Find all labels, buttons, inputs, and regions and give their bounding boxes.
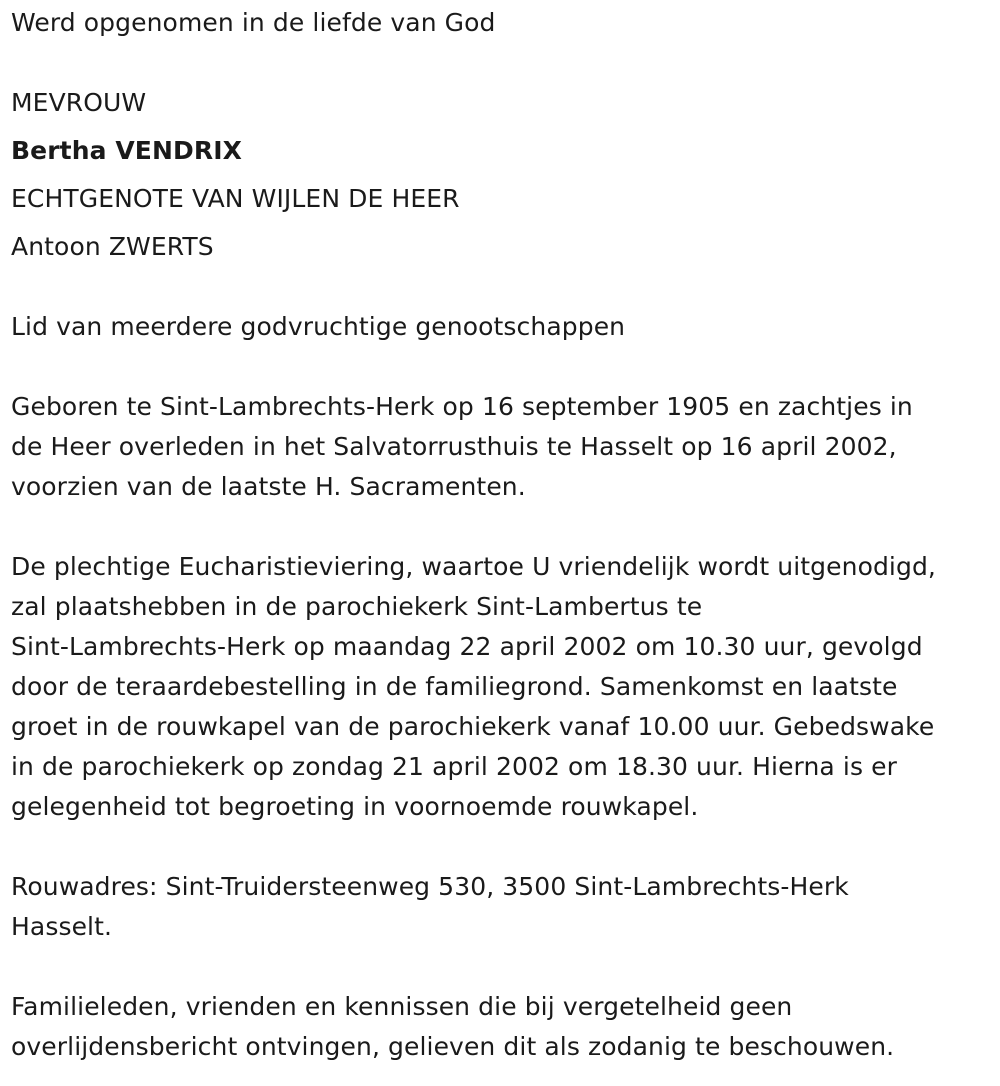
paragraph-line: Geboren te Sint-Lambrechts-Herk op 16 september 1905 en zachtjes in (11, 392, 913, 421)
spacer (11, 123, 996, 131)
paragraph-line: Rouwadres: Sint-Truidersteenweg 530, 3500 Sint-Lambrechts-Herk (11, 872, 849, 901)
address-paragraph (11, 867, 996, 947)
paragraph-line: groet in de rouwkapel van de parochiekerk vanaf 10.00 uur. Gebedswake (11, 712, 935, 741)
birth-death-paragraph (11, 387, 996, 507)
spouse-name: Antoon ZWERTS (11, 232, 214, 261)
obituary-document (11, 3, 996, 1067)
spacer (11, 827, 996, 867)
paragraph-line: Sint-Lambrechts-Herk op maandag 22 april 2002 om 10.30 uur, gevolgd (11, 632, 923, 661)
spacer (11, 267, 996, 307)
spacer (11, 507, 996, 547)
paragraph-line: overlijdensbericht ontvingen, gelieven dit als zodanig te beschouwen. (11, 1032, 895, 1061)
spacer (11, 219, 996, 227)
ceremony-paragraph (11, 547, 996, 827)
title-prefix: MEVROUW (11, 88, 147, 117)
heading: Werd opgenomen in de liefde van God (11, 8, 496, 37)
spacer (11, 43, 996, 83)
relation-line: ECHTGENOTE VAN WIJLEN DE HEER (11, 184, 460, 213)
spacer (11, 947, 996, 987)
paragraph-line: Familieleden, vrienden en kennissen die bij vergetelheid geen (11, 992, 793, 1021)
paragraph-line: de Heer overleden in het Salvatorrusthuis te Hasselt op 16 april 2002, (11, 432, 897, 461)
paragraph-line: gelegenheid tot begroeting in voornoemde rouwkapel. (11, 792, 699, 821)
spacer (11, 347, 996, 387)
deceased-name: Bertha VENDRIX (11, 136, 242, 165)
closing-paragraph (11, 987, 996, 1067)
paragraph-line: Hasselt. (11, 912, 113, 941)
paragraph-line: voorzien van de laatste H. Sacramenten. (11, 472, 526, 501)
paragraph-line: zal plaatshebben in de parochiekerk Sint-Lambertus te (11, 592, 703, 621)
spacer (11, 171, 996, 179)
paragraph-line: in de parochiekerk op zondag 21 april 2002 om 18.30 uur. Hierna is er (11, 752, 897, 781)
paragraph-line: De plechtige Eucharistieviering, waartoe U vriendelijk wordt uitgenodigd, (11, 552, 936, 581)
membership: Lid van meerdere godvruchtige genootschappen (11, 312, 626, 341)
paragraph-line: door de teraardebestelling in de familiegrond. Samenkomst en laatste (11, 672, 898, 701)
